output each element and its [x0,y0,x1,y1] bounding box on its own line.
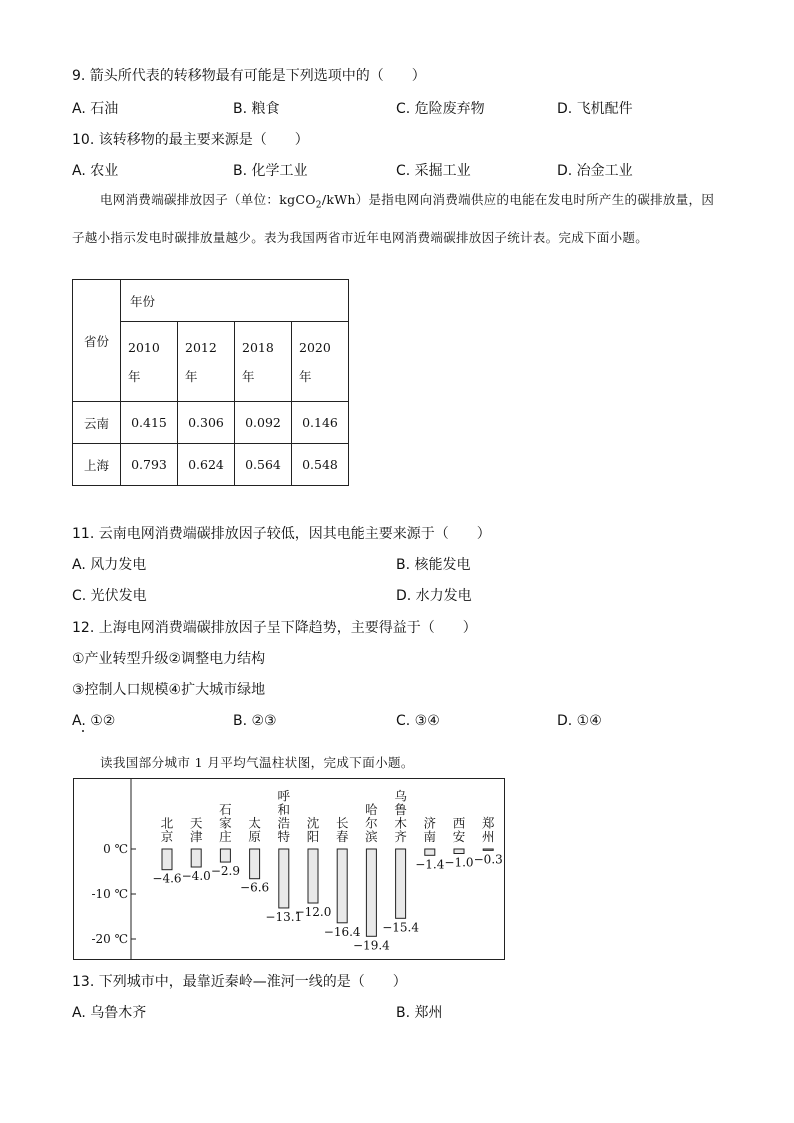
value-shanghai-2010: 0.793 [131,457,167,472]
year-2012: 2012 [185,339,217,355]
category-label: 北京 [160,815,174,844]
row-name-cell [73,402,121,444]
value-cell [235,402,292,444]
y-tick-label: -20 ℃ [91,932,128,946]
q12-items-line1: ①产业转型升级②调整电力结构 [72,651,266,667]
q11-option-a[interactable]: A. 风力发电 [72,557,147,573]
data-label: −1.0 [444,855,474,870]
value-cell [121,402,178,444]
q11-option-c[interactable]: C. 光伏发电 [72,588,147,604]
data-label: −4.6 [152,871,182,886]
year-unit-2018: 年 [242,368,255,384]
carbon-factor-intro [72,184,722,254]
value-cell [178,444,235,486]
q9-option-a[interactable]: A. 石油 [72,101,119,117]
category-label: 长春 [335,815,349,844]
row-name-yunnan: 云南 [83,415,109,431]
data-label: −2.9 [210,864,240,879]
q12-option-d[interactable]: D. ①④ [557,713,602,729]
bar [337,849,347,923]
row-name-shanghai: 上海 [83,457,109,473]
q10-stem: 10. 该转移物的最主要来源是（ ） [72,132,309,148]
value-shanghai-2020: 0.548 [302,457,338,472]
stray-mark [82,730,84,732]
intro-text-pre: 电网消费端碳排放因子（单位：kgCO [100,192,316,207]
category-label: 西安 [452,815,466,844]
q10-option-d[interactable]: D. 冶金工业 [557,163,633,179]
q10-option-c[interactable]: C. 采掘工业 [396,163,471,179]
value-shanghai-2012: 0.624 [188,457,224,472]
bar [162,849,172,870]
year-cell-2020 [292,322,349,402]
q12-option-c[interactable]: C. ③④ [396,713,440,729]
y-tick-label: 0 ℃ [103,842,128,856]
category-label: 哈尔滨 [365,802,378,844]
bar [483,849,493,850]
q9-option-b[interactable]: B. 粮食 [233,101,280,117]
value-yunnan-2012: 0.306 [188,415,224,430]
value-cell [121,444,178,486]
q12-stem: 12. 上海电网消费端碳排放因子呈下降趋势，主要得益于（ ） [72,620,477,636]
year-unit-2010: 年 [128,368,141,384]
data-label: −13.1 [265,909,303,924]
year-2010: 2010 [128,339,160,355]
category-label: 郑州 [481,815,495,844]
q13-stem: 13. 下列城市中，最靠近秦岭—淮河一线的是（ ） [72,974,407,990]
year-unit-2012: 年 [185,368,198,384]
q9-option-d[interactable]: D. 飞机配件 [557,101,633,117]
q9-stem: 9. 箭头所代表的转移物最有可能是下列选项中的（ ） [72,68,426,84]
q13-option-a[interactable]: A. 乌鲁木齐 [72,1005,147,1021]
category-label: 乌鲁木齐 [394,788,407,844]
bar [308,849,318,903]
data-label: −6.6 [240,880,270,895]
province-header: 省份 [83,333,109,349]
year-2018: 2018 [242,339,274,355]
value-cell [178,402,235,444]
bar [454,849,464,854]
category-label: 沈阳 [306,815,320,844]
q10-option-a[interactable]: A. 农业 [72,163,119,179]
row-name-cell [73,444,121,486]
year-header: 年份 [130,293,156,309]
value-yunnan-2018: 0.092 [245,415,281,430]
bar [396,849,406,918]
chart-intro: 读我国部分城市 1 月平均气温柱状图，完成下面小题。 [100,755,414,770]
table-row-shanghai [73,444,349,486]
year-2020: 2020 [299,339,331,355]
carbon-factor-table [72,279,349,486]
value-shanghai-2018: 0.564 [245,457,281,472]
q11-option-d[interactable]: D. 水力发电 [396,588,472,604]
year-header-cell [121,280,349,322]
bar [250,849,260,879]
bar [191,849,201,867]
q12-option-b[interactable]: B. ②③ [233,713,277,729]
table-row-yunnan [73,402,349,444]
category-label: 太原 [248,815,261,844]
y-tick-label: -10 ℃ [91,887,128,901]
bar [279,849,289,908]
province-header-cell [73,280,121,402]
temperature-bar-chart [73,778,505,960]
q12-items-line2: ③控制人口规模④扩大城市绿地 [72,682,266,698]
data-label: −0.3 [473,852,503,867]
data-label: −1.4 [415,857,445,872]
q9-option-c[interactable]: C. 危险废弃物 [396,101,485,117]
year-cell-2018 [235,322,292,402]
category-label: 天津 [189,815,203,844]
q12-option-a[interactable]: A. ①② [72,713,116,729]
data-label: −12.0 [294,905,332,919]
q11-stem: 11. 云南电网消费端碳排放因子较低，因其电能主要来源于（ ） [72,526,491,542]
intro-subscript: 2 [315,200,322,211]
q10-option-b[interactable]: B. 化学工业 [233,163,308,179]
value-yunnan-2010: 0.415 [131,415,167,430]
value-cell [235,444,292,486]
data-label: −19.4 [353,938,390,953]
bar [366,849,376,936]
intro-text-post: /kWh）是指电网向消费端供应的电能在发电时所产生的碳排放量，因子越小指示发电时碳排放量越少。表为我国两省市近年电网消费端碳排放因子统计表。完成下面小题。 [72,192,715,245]
data-label: −16.4 [323,924,361,939]
value-cell [292,402,349,444]
category-label: 呼和浩特 [277,788,291,844]
value-yunnan-2020: 0.146 [302,415,338,430]
category-label: 济南 [423,815,437,844]
category-label: 石家庄 [219,802,232,844]
q13-option-b[interactable]: B. 郑州 [396,1005,443,1021]
year-unit-2020: 年 [299,368,312,384]
q11-option-b[interactable]: B. 核能发电 [396,557,471,573]
year-cell-2012 [178,322,235,402]
data-label: −4.0 [181,869,211,883]
bar [220,849,230,862]
data-label: −15.4 [382,920,419,935]
year-cell-2010 [121,322,178,402]
value-cell [292,444,349,486]
bar [425,849,435,855]
